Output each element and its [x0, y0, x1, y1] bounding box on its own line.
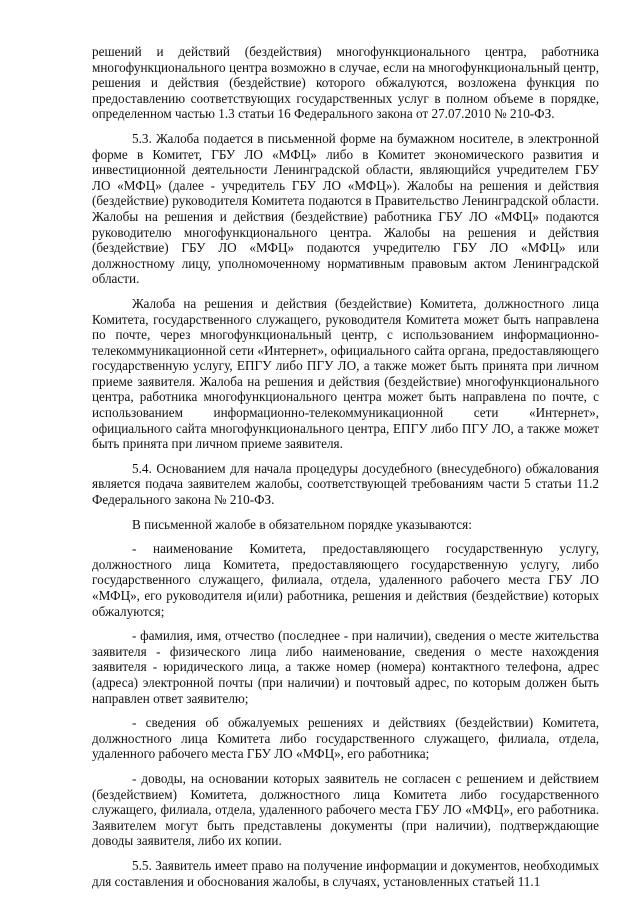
paragraph-required-items-intro: В письменной жалобе в обязательном порядке указываются: — [132, 516, 472, 532]
paragraph-complaint-submission: Жалоба на решения и действия (бездействие) Комитета, должностного лица Комитета, государственного служащего, руководителя Комитета может быть направлена по почте, через многофункциональный центр, с использованием информационно-телекоммуникационной сети «Интернет», официального сайта органа, предоставляющего государственную услугу, ЕПГУ либо ПГУ ЛО, а также может быть принята при личном приеме заявителя. Жалоба на решения и действия (бездействие) многофункционального центра, работника многофункционального центра может быть направлена по почте, с использованием информационно-телекоммуникационной сети «Интернет», официального сайта многофункционального центра, ЕПГУ либо ПГУ ЛО, а также может быть принята при личном приеме заявителя. — [92, 295, 599, 452]
list-item-name-of-committee: - наименование Комитета, предоставляющего государственную услугу, должностного лица Комитета, предоставляющего государственную услугу, либо государственного служащего, филиала, отдела, удаленного рабочего места ГБУ ЛО «МФЦ», его руководителя и(или) работника, решения и действия (бездействие) которых обжалуются; — [92, 541, 599, 619]
paragraph-5-5: 5.5. Заявитель имеет право на получение информации и документов, необходимых для составления и обоснования жалобы, в случаях, установленных статьей 11.1 — [92, 857, 599, 889]
list-item-appealed-decisions: - сведения об обжалуемых решениях и действиях (бездействии) Комитета, должностного лица Комитета либо государственного служащего, филиала, отдела, удаленного рабочего места ГБУ ЛО «МФЦ», его работника; — [92, 715, 599, 762]
document-page — [92, 44, 599, 898]
paragraph-continuation: решений и действий (бездействия) многофункционального центра, работника многофункционального центра возможно в случае, если на многофункциональный центр, решения и действия (бездействие) которого обжалуются, возложена функция по предоставлению соответствующих государственных услуг в полном объеме в порядке, определенном частью 1.3 статьи 16 Федерального закона от 27.07.2010 № 210-ФЗ. — [92, 44, 599, 122]
list-item-applicant-details: - фамилия, имя, отчество (последнее - при наличии), сведения о месте жительства заявителя - физического лица либо наименование, сведения о месте нахождения заявителя - юридического лица, а также номер (номера) контактного телефона, адрес (адреса) электронной почты (при наличии) и почтовый адрес, по которым должен быть направлен ответ заявителю; — [92, 628, 599, 706]
paragraph-5-4: 5.4. Основанием для начала процедуры досудебного (внесудебного) обжалования является подача заявителем жалобы, соответствующей требованиям части 5 статьи 11.2 Федерального закона № 210-ФЗ. — [92, 460, 599, 508]
list-item-arguments: - доводы, на основании которых заявитель не согласен с решением и действием (бездействием) Комитета, должностного лица Комитета либо государственного служащего, филиала, отдела, удаленного рабочего места ГБУ ЛО «МФЦ», его работника. Заявителем могут быть представлены документы (при наличии), подтверждающие доводы заявителя, либо их копии. — [92, 770, 599, 849]
paragraph-5-3: 5.3. Жалоба подается в письменной форме на бумажном носителе, в электронной форме в Комитет, ГБУ ЛО «МФЦ» либо в Комитет экономического развития и инвестиционной деятельности Ленинградской области, являющийся учредителем ГБУ ЛО «МФЦ» (далее - учредитель ГБУ ЛО «МФЦ»). Жалобы на решения и действия (бездействие) руководителя Комитета подаются в Правительство Ленинградской области. Жалобы на решения и действия (бездействие) работника ГБУ ЛО «МФЦ» подаются руководителю многофункционального центра. Жалобы на решения и действия (бездействие) ГБУ ЛО «МФЦ» подаются учредителю ГБУ ЛО «МФЦ» или должностному лицу, уполномоченному нормативным правовым актом Ленинградской области. — [92, 130, 599, 287]
